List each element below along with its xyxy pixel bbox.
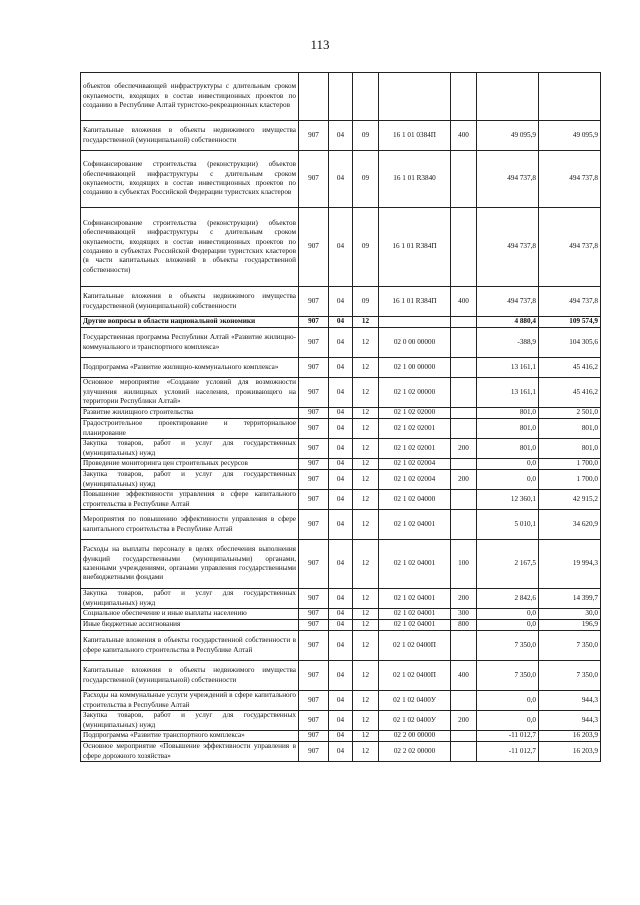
cell-subsection: 12 [353,540,379,589]
cell-subsection: 09 [353,121,379,151]
cell-subsection: 12 [353,490,379,510]
cell-section: 04 [329,510,353,540]
cell-amount-total: 49 095,9 [539,121,601,151]
cell-expense-type: 400 [451,661,477,691]
table-row [81,731,601,742]
cell-target-article: 02 1 02 04001 [379,609,451,620]
cell-ministry: 907 [299,711,329,731]
table-row [81,631,601,661]
page-number: 113 [310,37,330,52]
cell-name: Закупка товаров, работ и услуг для государственных (муниципальных) нужд [81,589,299,609]
cell-expense-type [451,691,477,711]
cell-amount-total [539,73,601,121]
table-body [81,73,601,762]
cell-amount-change: 13 161,1 [477,378,539,408]
cell-amount-total: 801,0 [539,439,601,459]
cell-name: Подпрограмма «Развитие транспортного комплекса» [81,731,299,742]
cell-section: 04 [329,408,353,419]
cell-amount-total: 16 203,9 [539,731,601,742]
cell-ministry: 907 [299,589,329,609]
table-row [81,208,601,287]
cell-amount-change: 4 880,4 [477,317,539,328]
cell-target-article: 02 1 02 02001 [379,439,451,459]
cell-ministry: 907 [299,459,329,470]
cell-amount-change: 7 350,0 [477,631,539,661]
cell-subsection: 12 [353,459,379,470]
cell-amount-change: -388,9 [477,328,539,358]
cell-ministry: 907 [299,151,329,208]
cell-ministry: 907 [299,208,329,287]
cell-expense-type [451,358,477,378]
cell-name: Закупка товаров, работ и услуг для государственных (муниципальных) нужд [81,711,299,731]
cell-ministry: 907 [299,731,329,742]
cell-amount-total: 14 399,7 [539,589,601,609]
cell-ministry: 907 [299,742,329,762]
cell-target-article: 02 1 02 00000 [379,378,451,408]
table-row [81,287,601,317]
cell-ministry: 907 [299,328,329,358]
cell-target-article: 02 1 02 04000 [379,490,451,510]
cell-target-article: 16 1 01 R3840 [379,151,451,208]
cell-amount-total: 7 350,0 [539,661,601,691]
cell-name: Основное мероприятие «Повышение эффективности управления в сфере дорожного хозяйства» [81,742,299,762]
cell-expense-type: 400 [451,121,477,151]
cell-name: Другие вопросы в области национальной экономики [81,317,299,328]
budget-table [80,72,601,762]
cell-ministry: 907 [299,419,329,439]
cell-subsection: 12 [353,328,379,358]
cell-subsection: 12 [353,358,379,378]
cell-expense-type: 200 [451,711,477,731]
table-row [81,661,601,691]
cell-expense-type [451,742,477,762]
cell-amount-total: 104 305,6 [539,328,601,358]
table-row [81,439,601,459]
cell-amount-change: 5 010,1 [477,510,539,540]
cell-target-article: 16 1 01 R384П [379,287,451,317]
table-row [81,121,601,151]
cell-section: 04 [329,490,353,510]
cell-section: 04 [329,328,353,358]
cell-name: Софинансирование строительства (реконструкции) объектов обеспечивающей инфраструктуры с длительным сроком окупаемости, входящих в состав инвестиционных проектов по созданию в субъектах Российской Федерации туристских кластеров (в части капитальных вложений в объекты государственной собственности) [81,208,299,287]
table-row [81,691,601,711]
cell-expense-type [451,459,477,470]
cell-section: 04 [329,419,353,439]
cell-amount-change: 13 161,1 [477,358,539,378]
cell-target-article: 02 1 02 02001 [379,419,451,439]
cell-amount-total: 109 574,9 [539,317,601,328]
cell-target-article: 02 1 02 04001 [379,589,451,609]
cell-amount-total: 944,3 [539,711,601,731]
cell-subsection: 12 [353,742,379,762]
cell-expense-type [451,510,477,540]
cell-name: Софинансирование строительства (реконструкции) объектов обеспечивающей инфраструктуры с длительным сроком окупаемости, входящих в состав инвестиционных проектов по созданию в субъектах Российской Федерации туристских кластеров [81,151,299,208]
cell-ministry: 907 [299,661,329,691]
cell-amount-change: 801,0 [477,439,539,459]
cell-section: 04 [329,589,353,609]
table-row [81,73,601,121]
table-row [81,510,601,540]
cell-ministry: 907 [299,540,329,589]
cell-target-article: 02 2 00 00000 [379,731,451,742]
cell-name: Расходы на выплаты персоналу в целях обеспечения выполнения функций государственными (муниципальными) органами, казенными учреждениями, органами управления государственными внебюджетными фондами [81,540,299,589]
table-row [81,742,601,762]
cell-target-article: 02 1 02 0400У [379,711,451,731]
cell-target-article: 02 1 02 04001 [379,540,451,589]
cell-target-article: 16 1 01 R384П [379,208,451,287]
cell-expense-type: 800 [451,620,477,631]
cell-amount-total: 45 416,2 [539,378,601,408]
cell-amount-total: 1 700,0 [539,470,601,490]
table-row [81,151,601,208]
cell-expense-type [451,151,477,208]
cell-amount-change: -11 012,7 [477,742,539,762]
cell-ministry: 907 [299,287,329,317]
cell-name: Проведение мониторинга цен строительных ресурсов [81,459,299,470]
cell-name: Государственная программа Республики Алтай «Развитие жилищно-коммунального и транспортного комплекса» [81,328,299,358]
cell-target-article [379,73,451,121]
cell-subsection: 12 [353,408,379,419]
cell-name: Социальное обеспечение и иные выплаты населению [81,609,299,620]
cell-amount-change: 7 350,0 [477,661,539,691]
cell-name: Закупка товаров, работ и услуг для государственных (муниципальных) нужд [81,470,299,490]
cell-amount-change: 49 095,9 [477,121,539,151]
cell-amount-change: 801,0 [477,408,539,419]
cell-subsection: 12 [353,609,379,620]
cell-amount-change: 494 737,8 [477,151,539,208]
cell-amount-total: 196,9 [539,620,601,631]
table-row [81,620,601,631]
cell-amount-change [477,73,539,121]
cell-expense-type [451,208,477,287]
cell-name: Капитальные вложения в объекты недвижимого имущества государственной (муниципальной) собственности [81,287,299,317]
cell-amount-change: 12 360,1 [477,490,539,510]
cell-expense-type [451,631,477,661]
cell-amount-change: 2 167,5 [477,540,539,589]
cell-expense-type: 200 [451,439,477,459]
cell-expense-type: 400 [451,287,477,317]
cell-section: 04 [329,378,353,408]
cell-name: Расходы на коммунальные услуги учреждений в сфере капитального строительства в Республике Алтай [81,691,299,711]
cell-expense-type: 200 [451,589,477,609]
cell-target-article: 02 1 02 02000 [379,408,451,419]
cell-amount-total: 19 994,3 [539,540,601,589]
cell-target-article: 02 1 02 04001 [379,620,451,631]
cell-name: Мероприятия по повышению эффективности управления в сфере капитального строительства в Республике Алтай [81,510,299,540]
table-row [81,540,601,589]
cell-amount-total: 494 737,8 [539,151,601,208]
cell-expense-type [451,317,477,328]
cell-expense-type [451,73,477,121]
cell-section: 04 [329,317,353,328]
table-row [81,711,601,731]
cell-section: 04 [329,711,353,731]
cell-subsection: 12 [353,711,379,731]
cell-name: Развитие жилищного строительства [81,408,299,419]
table-row [81,328,601,358]
cell-ministry: 907 [299,358,329,378]
cell-expense-type [451,419,477,439]
cell-target-article: 02 1 02 0400У [379,691,451,711]
cell-ministry: 907 [299,609,329,620]
cell-amount-total: 7 350,0 [539,631,601,661]
cell-subsection: 12 [353,378,379,408]
cell-ministry [299,73,329,121]
cell-ministry: 907 [299,631,329,661]
cell-subsection: 12 [353,317,379,328]
table-row [81,419,601,439]
cell-amount-total: 34 620,9 [539,510,601,540]
cell-subsection: 12 [353,589,379,609]
cell-name: объектов обеспечивающей инфраструктуры с длительным сроком окупаемости, входящих в состав инвестиционных проектов по созданию в Республике Алтай туристско-рекреационных кластеров [81,73,299,121]
cell-target-article: 02 1 02 04001 [379,510,451,540]
cell-section: 04 [329,661,353,691]
table-row [81,589,601,609]
cell-amount-total: 944,3 [539,691,601,711]
cell-subsection: 09 [353,287,379,317]
cell-subsection: 12 [353,691,379,711]
cell-expense-type [451,490,477,510]
cell-target-article: 02 2 02 00000 [379,742,451,762]
table-row [81,358,601,378]
cell-ministry: 907 [299,439,329,459]
cell-section: 04 [329,358,353,378]
table-row [81,408,601,419]
cell-ministry: 907 [299,378,329,408]
cell-expense-type: 100 [451,540,477,589]
cell-ministry: 907 [299,408,329,419]
cell-name: Иные бюджетные ассигнования [81,620,299,631]
cell-name: Подпрограмма «Развитие жилищно-коммунального комплекса» [81,358,299,378]
cell-subsection: 12 [353,631,379,661]
cell-target-article [379,317,451,328]
cell-ministry: 907 [299,470,329,490]
cell-amount-change: 494 737,8 [477,287,539,317]
cell-amount-change: 0,0 [477,620,539,631]
cell-amount-change: 0,0 [477,691,539,711]
cell-target-article: 02 1 00 00000 [379,358,451,378]
cell-amount-change: 0,0 [477,470,539,490]
cell-expense-type [451,328,477,358]
cell-amount-total: 1 700,0 [539,459,601,470]
cell-section: 04 [329,151,353,208]
cell-section: 04 [329,459,353,470]
cell-subsection: 09 [353,151,379,208]
cell-ministry: 907 [299,510,329,540]
table-row [81,470,601,490]
cell-expense-type: 200 [451,470,477,490]
cell-subsection: 12 [353,661,379,691]
cell-amount-change: 0,0 [477,459,539,470]
cell-target-article: 02 1 02 02004 [379,470,451,490]
cell-subsection: 12 [353,510,379,540]
cell-amount-change: -11 012,7 [477,731,539,742]
cell-expense-type: 300 [451,609,477,620]
cell-section: 04 [329,609,353,620]
cell-section: 04 [329,121,353,151]
cell-section [329,73,353,121]
cell-section: 04 [329,691,353,711]
cell-section: 04 [329,620,353,631]
cell-expense-type [451,731,477,742]
cell-name: Закупка товаров, работ и услуг для государственных (муниципальных) нужд [81,439,299,459]
cell-amount-total: 494 737,8 [539,287,601,317]
cell-amount-total: 30,0 [539,609,601,620]
cell-amount-change: 2 842,6 [477,589,539,609]
cell-subsection: 12 [353,419,379,439]
cell-section: 04 [329,540,353,589]
cell-name: Капитальные вложения в объекты государственной собственности в сфере капитального строительства в Республике Алтай [81,631,299,661]
cell-subsection: 12 [353,731,379,742]
cell-section: 04 [329,470,353,490]
cell-expense-type [451,378,477,408]
cell-amount-total: 494 737,8 [539,208,601,287]
cell-subsection [353,73,379,121]
cell-amount-total: 801,0 [539,419,601,439]
cell-name: Капитальные вложения в объекты недвижимого имущества государственной (муниципальной) собственности [81,661,299,691]
cell-section: 04 [329,631,353,661]
table-row [81,317,601,328]
cell-amount-total: 2 501,0 [539,408,601,419]
cell-section: 04 [329,742,353,762]
cell-ministry: 907 [299,317,329,328]
cell-subsection: 12 [353,439,379,459]
cell-section: 04 [329,439,353,459]
table-row [81,490,601,510]
cell-expense-type [451,408,477,419]
cell-name: Градостроительное проектирование и территориальное планирование [81,419,299,439]
table-row [81,609,601,620]
cell-section: 04 [329,287,353,317]
cell-section: 04 [329,731,353,742]
cell-ministry: 907 [299,490,329,510]
table-row [81,378,601,408]
cell-amount-change: 0,0 [477,609,539,620]
cell-amount-total: 16 203,9 [539,742,601,762]
cell-name: Основное мероприятие «Создание условий для возможности улучшения жилищных условий населения, проживающего на территории Республики Алтай» [81,378,299,408]
table-row [81,459,601,470]
cell-amount-change: 801,0 [477,419,539,439]
cell-name: Капитальные вложения в объекты недвижимого имущества государственной (муниципальной) собственности [81,121,299,151]
cell-subsection: 09 [353,208,379,287]
cell-subsection: 12 [353,620,379,631]
cell-subsection: 12 [353,470,379,490]
cell-amount-change: 494 737,8 [477,208,539,287]
cell-target-article: 16 1 01 0384П [379,121,451,151]
cell-name: Повышение эффективности управления в сфере капитального строительства в Республике Алтай [81,490,299,510]
cell-amount-total: 45 416,2 [539,358,601,378]
cell-section: 04 [329,208,353,287]
cell-amount-total: 42 915,2 [539,490,601,510]
cell-target-article: 02 1 02 0400П [379,661,451,691]
cell-amount-change: 0,0 [477,711,539,731]
cell-target-article: 02 0 00 00000 [379,328,451,358]
cell-target-article: 02 1 02 02004 [379,459,451,470]
cell-ministry: 907 [299,691,329,711]
cell-ministry: 907 [299,620,329,631]
cell-target-article: 02 1 02 0400П [379,631,451,661]
cell-ministry: 907 [299,121,329,151]
